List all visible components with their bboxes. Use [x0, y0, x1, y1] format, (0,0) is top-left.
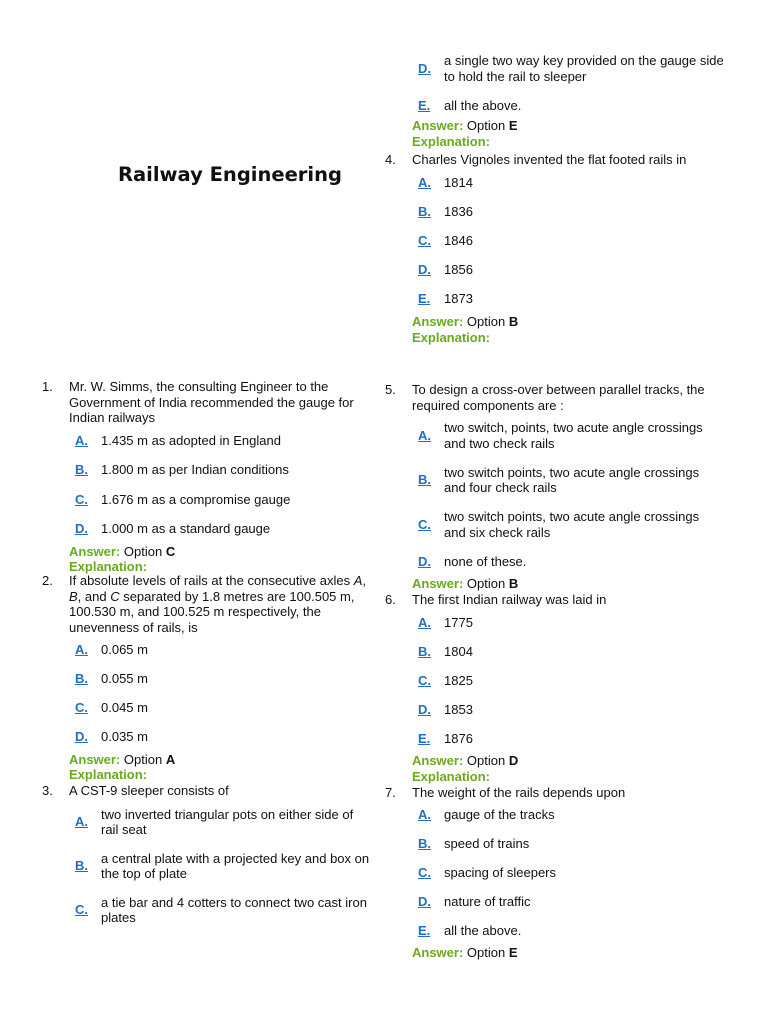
option-text: all the above. [444, 922, 522, 938]
question-text: A CST-9 sleeper consists of [69, 783, 229, 798]
option-text: two switch points, two acute angle crossings and six check rails [444, 509, 700, 540]
explanation-label: Explanation: [69, 559, 148, 574]
option-text: 1.435 m as adopted in England [101, 432, 281, 448]
answer-label: Answer: [412, 753, 464, 768]
answer-label: Answer: [412, 576, 464, 591]
question-continuation [385, 53, 730, 149]
option-text: two switch, points, two acute angle crossings and two check rails [444, 420, 703, 451]
option-d[interactable] [418, 894, 720, 910]
answer-label: Answer: [69, 543, 121, 559]
option-text: all the above. [444, 97, 522, 113]
option-word: Option [123, 751, 163, 767]
option-letter[interactable]: D. [75, 729, 88, 744]
question-number: 4. [385, 152, 396, 167]
answer-line [42, 544, 367, 560]
question-text-part: If absolute levels of rails at the consecutive axles [69, 573, 354, 588]
option-letter[interactable]: C. [418, 864, 431, 880]
option-letter[interactable]: B. [75, 462, 88, 477]
option-text: 1836 [444, 203, 473, 219]
question-text: To design a cross-over between parallel tracks, the required components are : [412, 382, 705, 413]
option-text: a single two way key provided on the gauge side to hold the rail to sleeper [444, 53, 724, 84]
option-text: 1846 [444, 232, 473, 248]
option-letter[interactable]: A. [75, 642, 88, 657]
option-letter[interactable]: C. [75, 491, 88, 507]
option-letter[interactable]: C. [75, 700, 88, 715]
question-text: The weight of the rails depends upon [412, 785, 626, 800]
question-number: 2. [42, 573, 53, 588]
option-text: gauge of the tracks [444, 806, 555, 822]
option-text: 1.000 m as a standard gauge [101, 521, 271, 536]
option-letter[interactable]: A. [418, 427, 431, 443]
option-b[interactable] [418, 204, 730, 220]
option-text: 0.045 m [101, 700, 148, 715]
option-text: speed of trains [444, 835, 530, 851]
option-text: 1873 [444, 290, 473, 306]
option-text: a tie bar and 4 cotters to connect two cast iron plates [101, 894, 367, 925]
option-e[interactable] [418, 731, 720, 747]
option-a[interactable] [418, 807, 720, 823]
question-number: 7. [385, 785, 396, 800]
option-letter[interactable]: D. [418, 701, 431, 717]
option-letter[interactable]: D. [418, 261, 431, 277]
option-d[interactable] [75, 729, 377, 745]
option-b[interactable] [418, 644, 720, 660]
option-text: 0.035 m [101, 729, 148, 744]
question-number: 5. [385, 382, 396, 397]
option-c[interactable] [418, 673, 720, 689]
option-letter[interactable]: A. [418, 174, 431, 190]
answer-value: A [165, 751, 176, 767]
answer-line [385, 753, 720, 769]
answer-label: Answer: [412, 314, 464, 329]
option-text: 1775 [444, 614, 473, 630]
question-7 [385, 785, 720, 961]
option-text: 0.065 m [101, 642, 148, 657]
option-e[interactable] [418, 923, 720, 939]
option-e[interactable] [418, 291, 730, 307]
option-a[interactable] [75, 433, 367, 449]
option-a[interactable] [418, 175, 730, 191]
option-word: Option [466, 753, 506, 768]
option-letter[interactable]: C. [418, 672, 431, 688]
option-word: Option [466, 314, 506, 329]
question-number: 3. [42, 783, 53, 798]
option-e[interactable] [418, 98, 730, 113]
question-text: The first Indian railway was laid in [412, 592, 607, 607]
option-a[interactable] [75, 642, 377, 658]
question-1 [42, 379, 367, 575]
axle-b: B [69, 588, 78, 604]
answer-value: E [508, 118, 518, 133]
option-letter[interactable]: D. [418, 553, 431, 569]
option-c[interactable] [75, 895, 372, 926]
explanation-label: Explanation: [69, 767, 148, 782]
explanation-label: Explanation: [412, 329, 491, 345]
option-letter[interactable]: C. [418, 516, 431, 532]
answer-label: Answer: [69, 751, 121, 767]
option-letter[interactable]: A. [75, 432, 88, 448]
option-a[interactable] [418, 615, 720, 631]
option-word: Option [466, 576, 506, 591]
answer-value: E [508, 945, 518, 960]
option-word: Option [466, 118, 506, 133]
answer-value: B [508, 314, 519, 329]
question-number: 6. [385, 592, 396, 607]
option-a[interactable] [75, 807, 372, 838]
option-letter[interactable]: C. [75, 902, 88, 918]
option-letter[interactable]: B. [418, 203, 431, 219]
option-text: 1.800 m as per Indian conditions [101, 462, 289, 477]
option-c[interactable] [418, 865, 720, 881]
option-d[interactable] [75, 521, 367, 537]
option-b[interactable] [75, 671, 377, 687]
option-word: Option [466, 945, 506, 960]
question-text: Mr. W. Simms, the consulting Engineer to the Government of India recommended the gauge for Indian railways [69, 379, 354, 425]
option-letter[interactable]: D. [75, 521, 88, 536]
page-title: Railway Engineering [118, 163, 342, 186]
question-6 [385, 592, 720, 784]
question-3 [42, 783, 372, 926]
axle-c: C [110, 588, 120, 604]
option-c[interactable] [75, 700, 377, 716]
option-text: 1853 [444, 701, 473, 717]
option-text: spacing of sleepers [444, 864, 557, 880]
option-letter[interactable]: E. [418, 290, 431, 306]
option-text: 1856 [444, 261, 473, 277]
answer-value: B [508, 576, 519, 591]
option-text: two inverted triangular pots on either side of rail seat [101, 806, 354, 837]
option-c[interactable] [75, 492, 367, 508]
option-d[interactable] [418, 53, 730, 84]
option-b[interactable] [418, 836, 720, 852]
question-number: 1. [42, 379, 53, 394]
answer-label: Answer: [412, 118, 464, 133]
answer-line [385, 945, 720, 961]
option-letter[interactable]: B. [75, 671, 88, 686]
option-letter[interactable]: E. [418, 922, 431, 938]
option-letter[interactable]: A. [418, 614, 431, 630]
option-letter[interactable]: B. [75, 858, 88, 874]
axle-a: A [353, 573, 363, 588]
option-c[interactable] [418, 509, 720, 540]
option-text: nature of traffic [444, 893, 531, 909]
explanation-label: Explanation: [412, 768, 491, 784]
question-text-part: separated by 1.8 metres are 100.505 m, 100.530 m, and 100.525 m respectively, the unevenness of rails, is [69, 588, 355, 635]
option-text: 1814 [444, 174, 473, 190]
explanation-label: Explanation: [412, 133, 491, 149]
option-text: a central plate with a projected key and box on the top of plate [101, 850, 370, 881]
answer-line [385, 576, 720, 592]
option-letter[interactable]: C. [418, 232, 431, 248]
option-a[interactable] [418, 420, 720, 451]
option-b[interactable] [75, 851, 372, 882]
option-letter[interactable]: D. [418, 60, 431, 76]
option-d[interactable] [418, 262, 730, 278]
option-text: 1876 [444, 730, 473, 746]
question-4 [385, 152, 730, 345]
answer-line [385, 314, 730, 330]
option-d[interactable] [418, 554, 720, 570]
question-text-part: , [362, 573, 367, 588]
answer-line [42, 752, 377, 768]
option-letter[interactable]: B. [418, 472, 431, 488]
option-text: two switch points, two acute angle crossings and four check rails [444, 464, 700, 495]
option-d[interactable] [418, 702, 720, 718]
option-text: 1.676 m as a compromise gauge [101, 491, 291, 507]
option-text: 1825 [444, 672, 473, 688]
option-letter[interactable]: A. [75, 814, 88, 830]
question-2 [42, 573, 377, 783]
option-b[interactable] [418, 465, 720, 496]
option-b[interactable] [75, 462, 367, 478]
option-letter[interactable]: B. [418, 835, 431, 851]
answer-value: D [508, 753, 519, 768]
option-text: 1804 [444, 643, 473, 659]
question-5 [385, 382, 720, 592]
option-letter[interactable]: E. [418, 97, 431, 113]
answer-label: Answer: [412, 945, 464, 960]
option-letter[interactable]: B. [418, 643, 431, 659]
question-text-part: , and [77, 588, 111, 604]
option-letter[interactable]: D. [418, 893, 431, 909]
question-text: Charles Vignoles invented the flat footed rails in [412, 152, 687, 167]
question-text [69, 573, 377, 635]
answer-line [385, 118, 730, 134]
option-text: none of these. [444, 553, 527, 569]
option-letter[interactable]: E. [418, 730, 431, 746]
option-letter[interactable]: A. [418, 806, 431, 822]
option-c[interactable] [418, 233, 730, 249]
option-text: 0.055 m [101, 671, 148, 686]
answer-value: C [165, 543, 176, 559]
option-word: Option [123, 543, 163, 559]
